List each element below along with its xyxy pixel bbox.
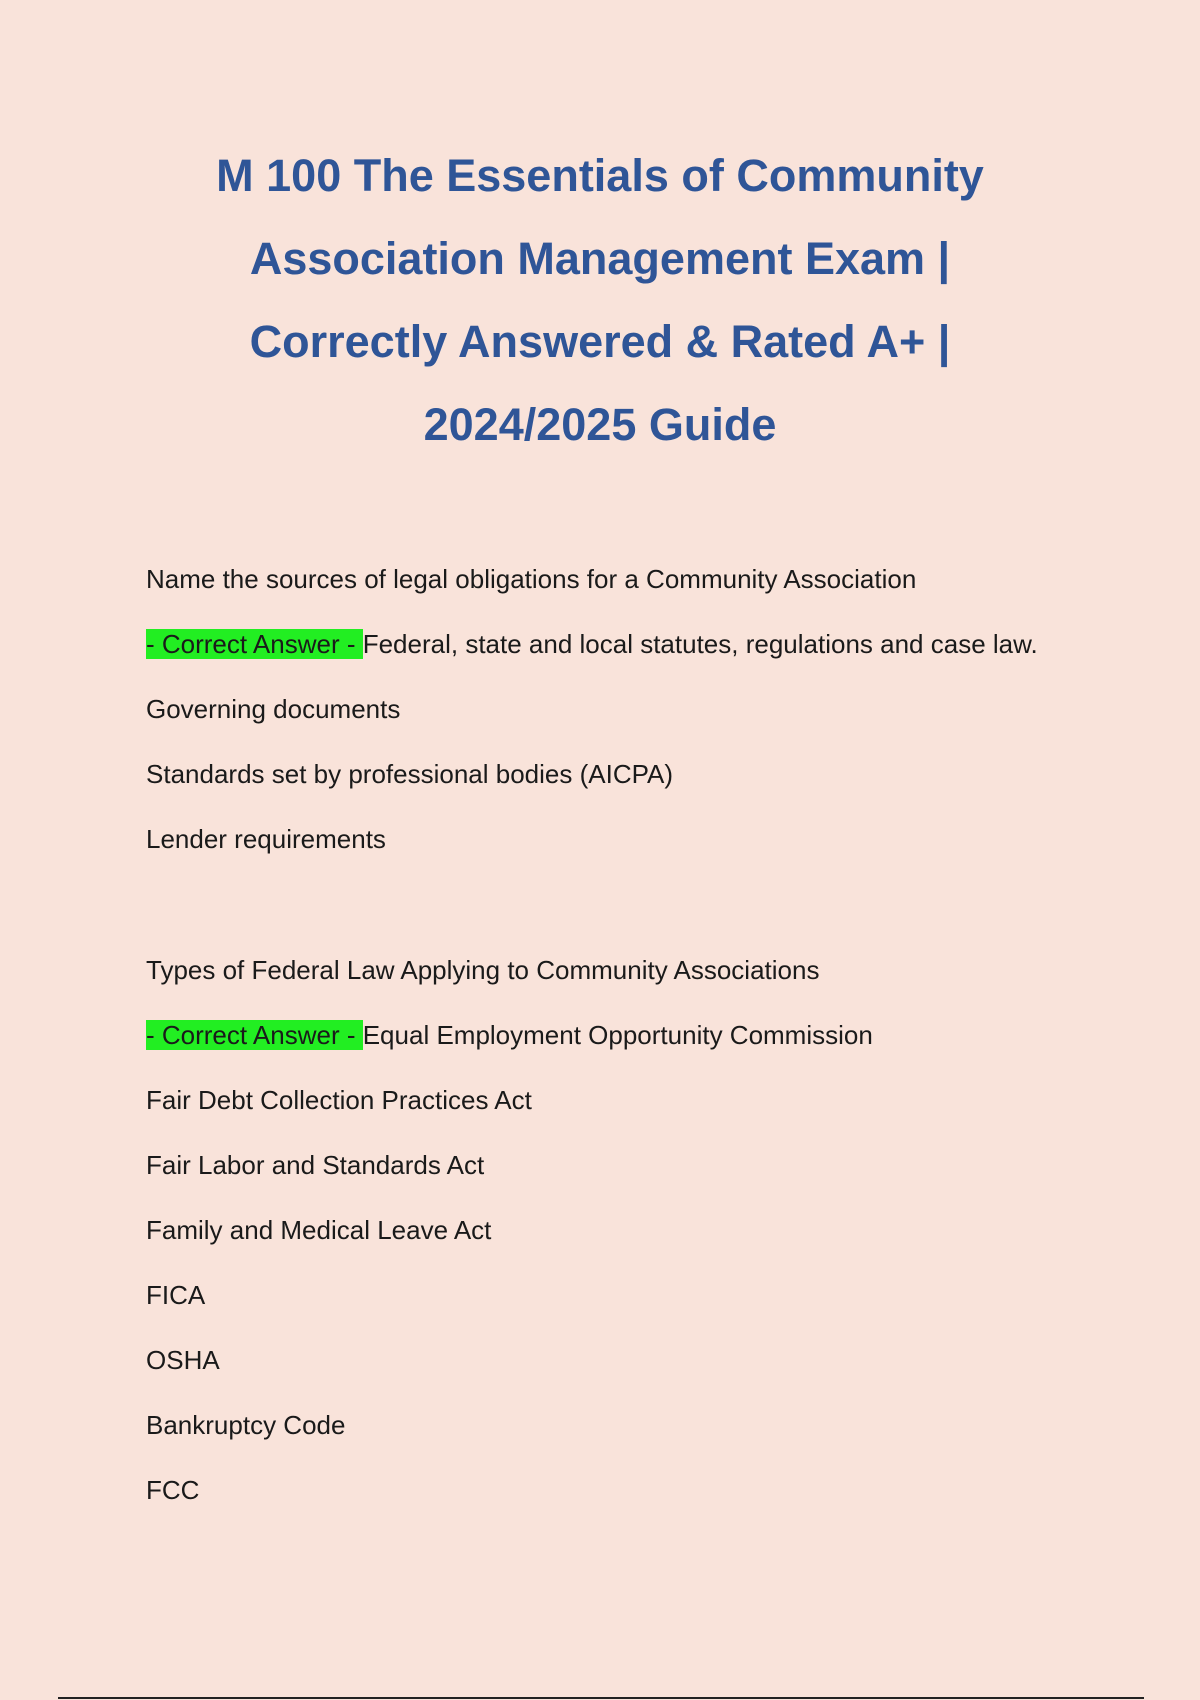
- document-title: [120, 134, 1080, 466]
- correct-answer-marker: - Correct Answer -: [146, 1020, 363, 1050]
- answer-text: Equal Employment Opportunity Commission: [362, 1020, 873, 1050]
- answer-1-first: [146, 620, 1046, 668]
- footer-rule: [58, 1697, 1144, 1699]
- title-line: M 100 The Essentials of Community: [216, 150, 984, 201]
- answer-2-item: FICA: [146, 1280, 206, 1310]
- section-gap: [146, 880, 1046, 946]
- answer-2-item: Bankruptcy Code: [146, 1410, 346, 1440]
- answer-2-item: FCC: [146, 1475, 200, 1505]
- answer-1-item: Lender requirements: [146, 824, 386, 854]
- answer-2-item: Fair Labor and Standards Act: [146, 1150, 485, 1180]
- question-1: Name the sources of legal obligations for a Community Association: [146, 564, 917, 594]
- answer-2-item: OSHA: [146, 1345, 220, 1375]
- title-line: 2024/2025 Guide: [423, 399, 777, 450]
- answer-text: Federal, state and local statutes, regulations and case law.: [362, 629, 1038, 659]
- qa-content: [146, 555, 1046, 1531]
- answer-2-first: [146, 1011, 1046, 1059]
- title-line: Association Management Exam |: [249, 233, 951, 284]
- correct-answer-marker: - Correct Answer -: [146, 629, 363, 659]
- title-line: Correctly Answered & Rated A+ |: [249, 316, 951, 367]
- answer-2-item: Fair Debt Collection Practices Act: [146, 1085, 532, 1115]
- answer-2-item: Family and Medical Leave Act: [146, 1215, 492, 1245]
- question-2: Types of Federal Law Applying to Community Associations: [146, 955, 820, 985]
- answer-1-item: Standards set by professional bodies (AICPA): [146, 759, 674, 789]
- answer-1-item: Governing documents: [146, 694, 401, 724]
